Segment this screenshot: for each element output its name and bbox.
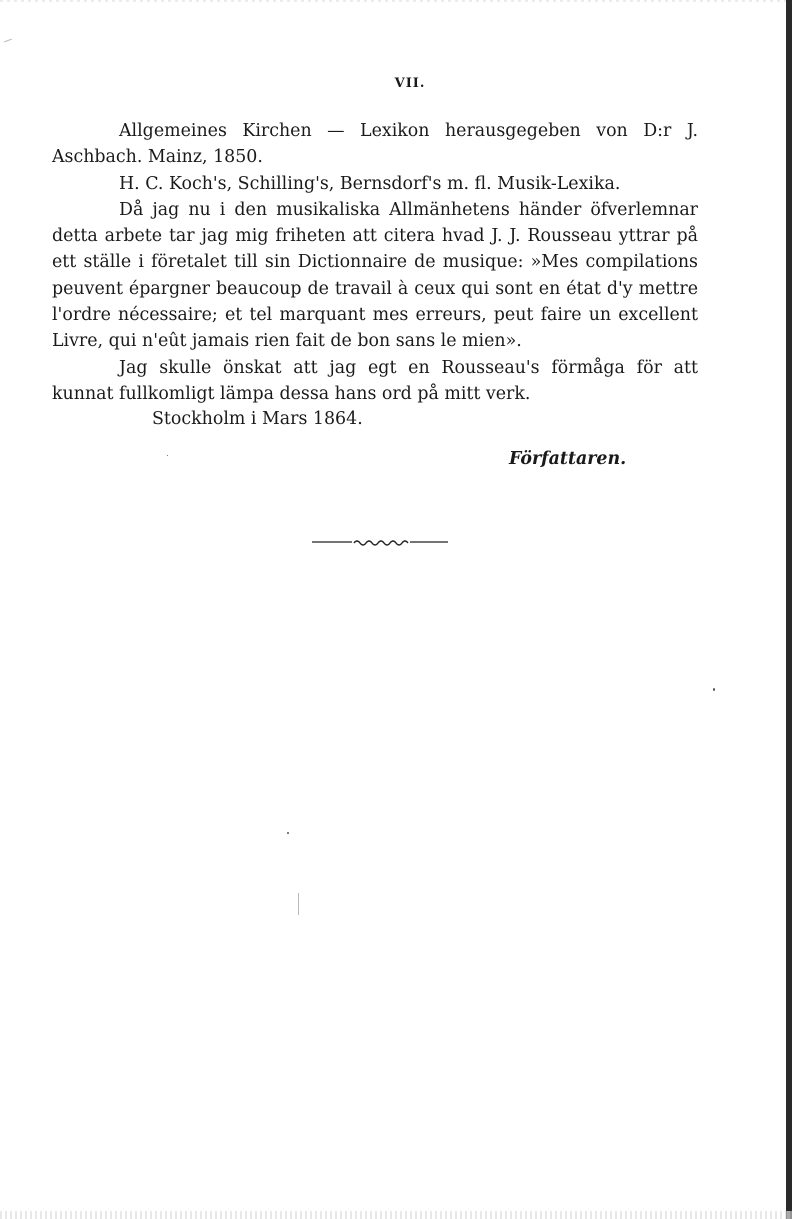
paragraph-reference-kirchenlexikon: Allgemeines Kirchen — Lexikon herausgegeben von D:r J. Aschbach. Mainz, 1850.: [52, 121, 698, 168]
paragraph-rousseau-quote: Då jag nu i den musikaliska Allmänhetens händer öfverlemnar detta arbete tar jag mig friheten att citera hvad J. J. Rousseau yttrar på ett ställe i företalet till sin Dictionnaire de musique: »Mes compilations peuvent épargner beaucoup de travail à ceux qui sont en état d'y mettre l'ordre nécessaire; et tel marquant mes erreurs, peut faire un excellent Livre, qui n'eût jamais rien fait de bon sans le mien».: [52, 199, 698, 352]
ornament-divider-icon: [312, 537, 448, 547]
page-edge-top: [0, 0, 792, 2]
paragraph-reference-lexika: H. C. Koch's, Schilling's, Bernsdorf's m. fl. Musik-Lexika.: [119, 173, 621, 194]
place-and-date: Stockholm i Mars 1864.: [152, 409, 363, 429]
scan-speck: [287, 832, 289, 834]
scan-mark: [4, 39, 12, 43]
author-signature: Författaren.: [509, 449, 627, 469]
scan-speck: [167, 455, 168, 456]
page-edge-bottom: [0, 1211, 792, 1219]
page-number: VII.: [394, 76, 426, 91]
scan-mark: [298, 893, 299, 915]
scan-speck: [713, 688, 715, 691]
paragraph-closing: Jag skulle önskat att jag egt en Rousseau's förmåga för att kunnat fullkomligt lämpa dessa hans ord på mitt verk.: [52, 357, 698, 404]
preface-text: [52, 118, 698, 407]
page-edge-right: [786, 0, 792, 1219]
